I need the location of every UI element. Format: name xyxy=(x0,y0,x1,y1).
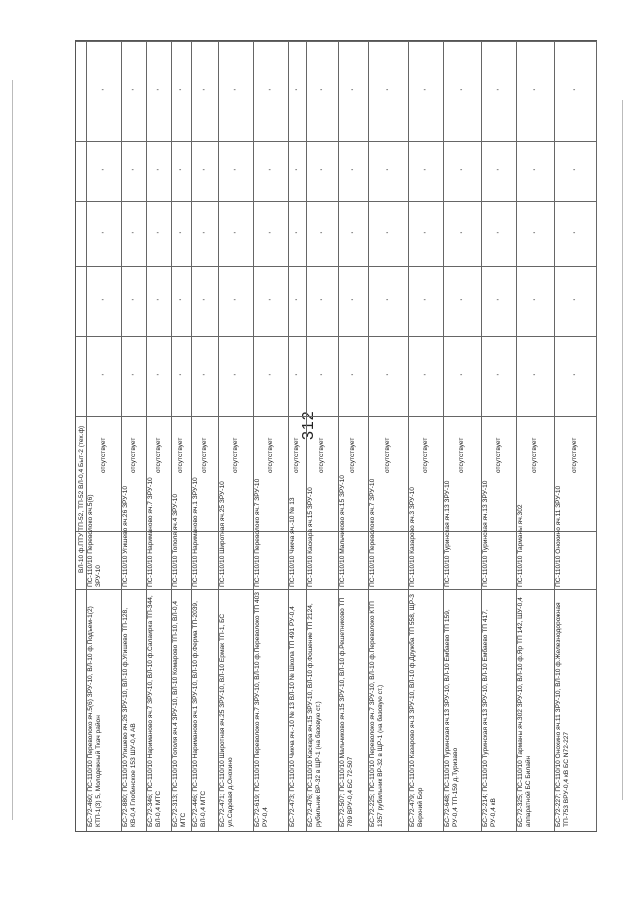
empty-cell-dash: - xyxy=(423,167,426,174)
empty-cell-dash: - xyxy=(320,87,323,94)
row-object-cell: БС-72-471; ПС-110/10 Широтная яч.25 ЗРУ-10, ВЛ-10 Ермак ТП-1, БС ул.Садовая д.Онохино xyxy=(219,613,234,827)
row-source-cell: ПС-110/10 Каскара яч.15 ЗРУ-10 xyxy=(307,487,314,587)
empty-cell-dash: - xyxy=(496,297,499,304)
empty-cell-dash: - xyxy=(423,297,426,304)
empty-cell-dash: - xyxy=(156,87,159,94)
data-table xyxy=(75,40,597,832)
header-cell: ВЛ-10 ф.ПТУ ТП-52, ТП-52 ВЛ-0,4 Быт-2 (тех.ф) xyxy=(78,425,85,573)
row-source-cell: ПС-110/10 Широтная яч.25 ЗРУ-10 xyxy=(219,481,226,587)
row-object-cell: БС-72-446; ПС-110/10 Нариманово яч.1 ЗРУ-10, ВЛ-10 ф.Ферма ТП-2039, ВЛ-0,4 МТС xyxy=(192,601,207,827)
row-object-cell: БС-72-225; ПС-110/10 Переволоко яч.7 ЗРУ-10, ВЛ-10 ф.Переволоко КТП 1357 рубильник ВР-32 в ЩР-1 (на базовую ст.) xyxy=(369,601,384,827)
row-status-cell: отсутствует xyxy=(266,437,274,473)
empty-cell-dash: - xyxy=(179,229,182,237)
empty-cell-dash: - xyxy=(233,297,236,304)
row-status-cell: отсутствует xyxy=(458,437,465,473)
empty-cell-dash: - xyxy=(496,372,499,379)
empty-cell-dash: - xyxy=(295,167,298,174)
row-object-cell: БС-72-619; ПС-110/10 Переволоко яч.7 ЗРУ-10, ВЛ-10 ф.Переволоко ТП 403 РУ-0,4 xyxy=(254,592,269,827)
row-status-cell: отсутствует xyxy=(384,437,391,473)
row-source-cell: ПС-110/10 Переволоко яч.7 ЗРУ-10 xyxy=(254,478,261,587)
empty-cell-dash: - xyxy=(460,87,463,94)
empty-cell-dash: - xyxy=(101,229,104,237)
row-source-cell: ПС-110/10 Чикча яч.-10 № 13 xyxy=(289,497,296,587)
column-divider xyxy=(76,201,596,202)
empty-cell-dash: - xyxy=(533,229,536,237)
row-source-cell: ПС-110/10 Мальчиково яч.15 ЗРУ-10 xyxy=(339,475,346,587)
row-object-cell: БС-72-476; ПС-110/10 Каскара яч.15 ЗРУ-10, ВЛ-10 ф.Фошение ТП 2124, рубильник ВР-32 в ЩР-1 (на базовую ст.) xyxy=(307,603,322,827)
empty-cell-dash: - xyxy=(268,372,271,379)
row-object-cell: БС-72-507; ПС-110/10 Мальчиково яч.15 ЗРУ-10, ВЛ-10 ф.Решетниково ТП 789 ВРУ-0,4 БС 72-507 xyxy=(339,597,354,827)
empty-cell-dash: - xyxy=(386,229,389,237)
empty-cell-dash: - xyxy=(268,87,271,94)
empty-cell-dash: - xyxy=(268,229,271,237)
empty-cell-dash: - xyxy=(320,229,323,237)
empty-cell-dash: - xyxy=(233,229,236,237)
row-object-cell: БС-72-479; ПС-110/10 Казарово яч.3 ЗРУ-10, ВЛ-10 ф.Дружба ТП 558, ЩР-3 Верхний Бор xyxy=(409,594,424,827)
empty-cell-dash: - xyxy=(423,372,426,379)
column-divider xyxy=(76,336,596,337)
empty-cell-dash: - xyxy=(233,167,236,174)
row-source-cell: ПС-110/10 Тарманы яч.302 xyxy=(517,504,524,587)
empty-cell-dash: - xyxy=(101,87,104,94)
empty-cell-dash: - xyxy=(101,297,104,304)
column-divider xyxy=(76,266,596,267)
empty-cell-dash: - xyxy=(496,167,499,174)
row-source-cell: ПС-110/10 Нариманово яч.7 ЗРУ-10 xyxy=(147,477,154,587)
scan-margin-mark xyxy=(622,100,623,800)
row-status-cell: отсутствует xyxy=(571,437,578,473)
empty-cell-dash: - xyxy=(295,229,298,237)
row-object-cell: БС-72-346; ПС-110/10 Нариманово яч.7 ЗРУ-10, ВЛ-10 ф.Салаирка ТП-344, ВЛ-0,4 МТС xyxy=(147,595,162,827)
row-status-cell: отсутствует xyxy=(421,437,429,473)
empty-cell-dash: - xyxy=(268,167,271,174)
empty-cell-dash: - xyxy=(573,372,576,379)
row-source-cell: ПС-110/10 Угишево яч.26 ЗРУ-10 xyxy=(122,485,129,587)
empty-cell-dash: - xyxy=(233,87,236,94)
empty-cell-dash: - xyxy=(295,87,298,94)
row-source-cell: ПС-110/10 Туринская яч.13 ЗРУ-10 xyxy=(444,480,451,587)
empty-cell-dash: - xyxy=(533,372,536,379)
empty-cell-dash: - xyxy=(533,297,536,304)
row-status-cell: отсутствует xyxy=(99,437,107,473)
empty-cell-dash: - xyxy=(156,297,159,304)
empty-cell-dash: - xyxy=(351,297,354,304)
empty-cell-dash: - xyxy=(131,297,134,304)
column-divider xyxy=(76,589,596,590)
empty-cell-dash: - xyxy=(573,297,576,304)
empty-cell-dash: - xyxy=(131,87,134,94)
empty-cell-dash: - xyxy=(460,372,463,379)
empty-cell-dash: - xyxy=(295,372,298,379)
empty-cell-dash: - xyxy=(131,167,134,174)
row-status-cell: отсутствует xyxy=(318,437,325,473)
empty-cell-dash: - xyxy=(460,297,463,304)
empty-cell-dash: - xyxy=(496,87,499,94)
empty-cell-dash: - xyxy=(386,372,389,379)
row-object-cell: БС-72-325; ПС-110/10 Тарманы яч.302 ЗРУ-10, ВЛ-10 ф.Яр ТП 142, ШУ-0,4 аппаратной БС Билайн xyxy=(517,597,532,827)
row-status-cell: отсутствует xyxy=(531,437,538,473)
empty-cell-dash: - xyxy=(573,167,576,174)
row-object-cell: БС-72-648; ПС-110/10 Туринская яч.13 ЗРУ-10, ВЛ-10 Ембаево ТП 159, РУ-0,4 ТП-159 д.Туризаво xyxy=(444,609,459,827)
row-object-cell: БС-72-227; ПС-110/10 Онохино яч.11 ЗРУ-10, ВЛ-10 ф.Железнодорожная ТП-753 ВРУ-0,4 кВ БС N72-227 xyxy=(555,602,570,827)
empty-cell-dash: - xyxy=(202,372,205,379)
column-divider xyxy=(76,141,596,142)
empty-cell-dash: - xyxy=(351,87,354,94)
empty-cell-dash: - xyxy=(202,87,205,94)
empty-cell-dash: - xyxy=(320,167,323,174)
empty-cell-dash: - xyxy=(295,297,298,304)
row-object-cell: БС-72-473; ПС-110/10 Чикча яч.-10 № 13 ВЛ-10 № Школа ТП 491 РУ-0,4 xyxy=(289,606,296,827)
page-number: 312 xyxy=(300,410,317,440)
empty-cell-dash: - xyxy=(268,297,271,304)
empty-cell-dash: - xyxy=(202,229,205,237)
row-source-cell: ПС-110/10 Казарово яч.3 ЗРУ-10 xyxy=(409,487,416,587)
empty-cell-dash: - xyxy=(423,87,426,94)
empty-cell-dash: - xyxy=(131,372,134,379)
empty-cell-dash: - xyxy=(533,87,536,94)
empty-cell-dash: - xyxy=(202,297,205,304)
scan-margin-mark xyxy=(12,80,13,820)
empty-cell-dash: - xyxy=(460,167,463,174)
row-status-cell: отсутствует xyxy=(129,437,137,473)
empty-cell-dash: - xyxy=(386,87,389,94)
empty-cell-dash: - xyxy=(156,167,159,174)
empty-cell-dash: - xyxy=(351,229,354,237)
row-status-cell: отсутствует xyxy=(154,437,162,473)
empty-cell-dash: - xyxy=(101,372,104,379)
row-source-cell: ПС-110/10 Тополя яч.4 ЗРУ-10 xyxy=(172,493,179,587)
empty-cell-dash: - xyxy=(573,87,576,94)
row-status-cell: отсутствует xyxy=(494,437,502,473)
row-status-cell: отсутствует xyxy=(231,437,239,473)
row-source-cell: ПС-110/10 Нариманово яч.1 ЗРУ-10 xyxy=(192,477,199,587)
empty-cell-dash: - xyxy=(179,87,182,94)
empty-cell-dash: - xyxy=(320,297,323,304)
empty-cell-dash: - xyxy=(496,229,499,237)
empty-cell-dash: - xyxy=(179,167,182,174)
row-status-cell: отсутствует xyxy=(349,437,356,473)
empty-cell-dash: - xyxy=(179,297,182,304)
empty-cell-dash: - xyxy=(460,229,463,237)
empty-cell-dash: - xyxy=(233,372,236,379)
row-source-cell: ПС-110/10 Туринская яч.13 ЗРУ-10 xyxy=(482,480,489,587)
row-status-cell: отсутствует xyxy=(200,437,208,473)
empty-cell-dash: - xyxy=(101,167,104,174)
empty-cell-dash: - xyxy=(179,372,182,379)
empty-cell-dash: - xyxy=(202,167,205,174)
row-status-cell: отсутствует xyxy=(177,437,184,473)
row-object-cell: БС-72-460; ПС-110/10 Переволоко яч.5(6) ЗРУ-10, ВЛ-10 ф.Подъем-1(2) КТП-1(3) 5, Молодежный Ткач район xyxy=(87,606,102,827)
row-object-cell: БС-72-313; ПС-110/10 Тополя яч.4 ЗРУ-10, ВЛ-10 Комарово ТП-10, ВЛ-0,4 МТС xyxy=(172,600,187,827)
empty-cell-dash: - xyxy=(156,372,159,379)
row-source-cell: ПС-110/10 Переволоко яч.7 ЗРУ-10 xyxy=(369,478,376,587)
empty-cell-dash: - xyxy=(131,229,134,237)
empty-cell-dash: - xyxy=(573,229,576,237)
row-object-cell: БС-72-880; ПС-110/10 Угишево яч.26 ЗРУ-10, ВЛ-10 ф.Угишево ТП-128, КВ-0,4 Глобинское 153 ШУ-0,4 АВ xyxy=(122,607,137,827)
row-source-cell: ПС-110/10 Переволоко яч.5(6) ЗРУ-10 xyxy=(87,494,102,587)
row-source-cell: ПС-110/10 Онохино яч.11 ЗРУ-10 xyxy=(555,485,562,587)
empty-cell-dash: - xyxy=(156,229,159,237)
empty-cell-dash: - xyxy=(533,167,536,174)
empty-cell-dash: - xyxy=(386,297,389,304)
empty-cell-dash: - xyxy=(351,167,354,174)
row-object-cell: БС-72-214; ПС-110/10 Туринская яч.13 ЗРУ-10, ВЛ-10 Ембаево ТП 417, РУ-0,4 кВ xyxy=(482,609,497,827)
empty-cell-dash: - xyxy=(320,372,323,379)
row-status-cell: отсутствует xyxy=(293,437,300,473)
empty-cell-dash: - xyxy=(423,229,426,237)
column-divider xyxy=(76,41,596,42)
empty-cell-dash: - xyxy=(386,167,389,174)
empty-cell-dash: - xyxy=(351,372,354,379)
